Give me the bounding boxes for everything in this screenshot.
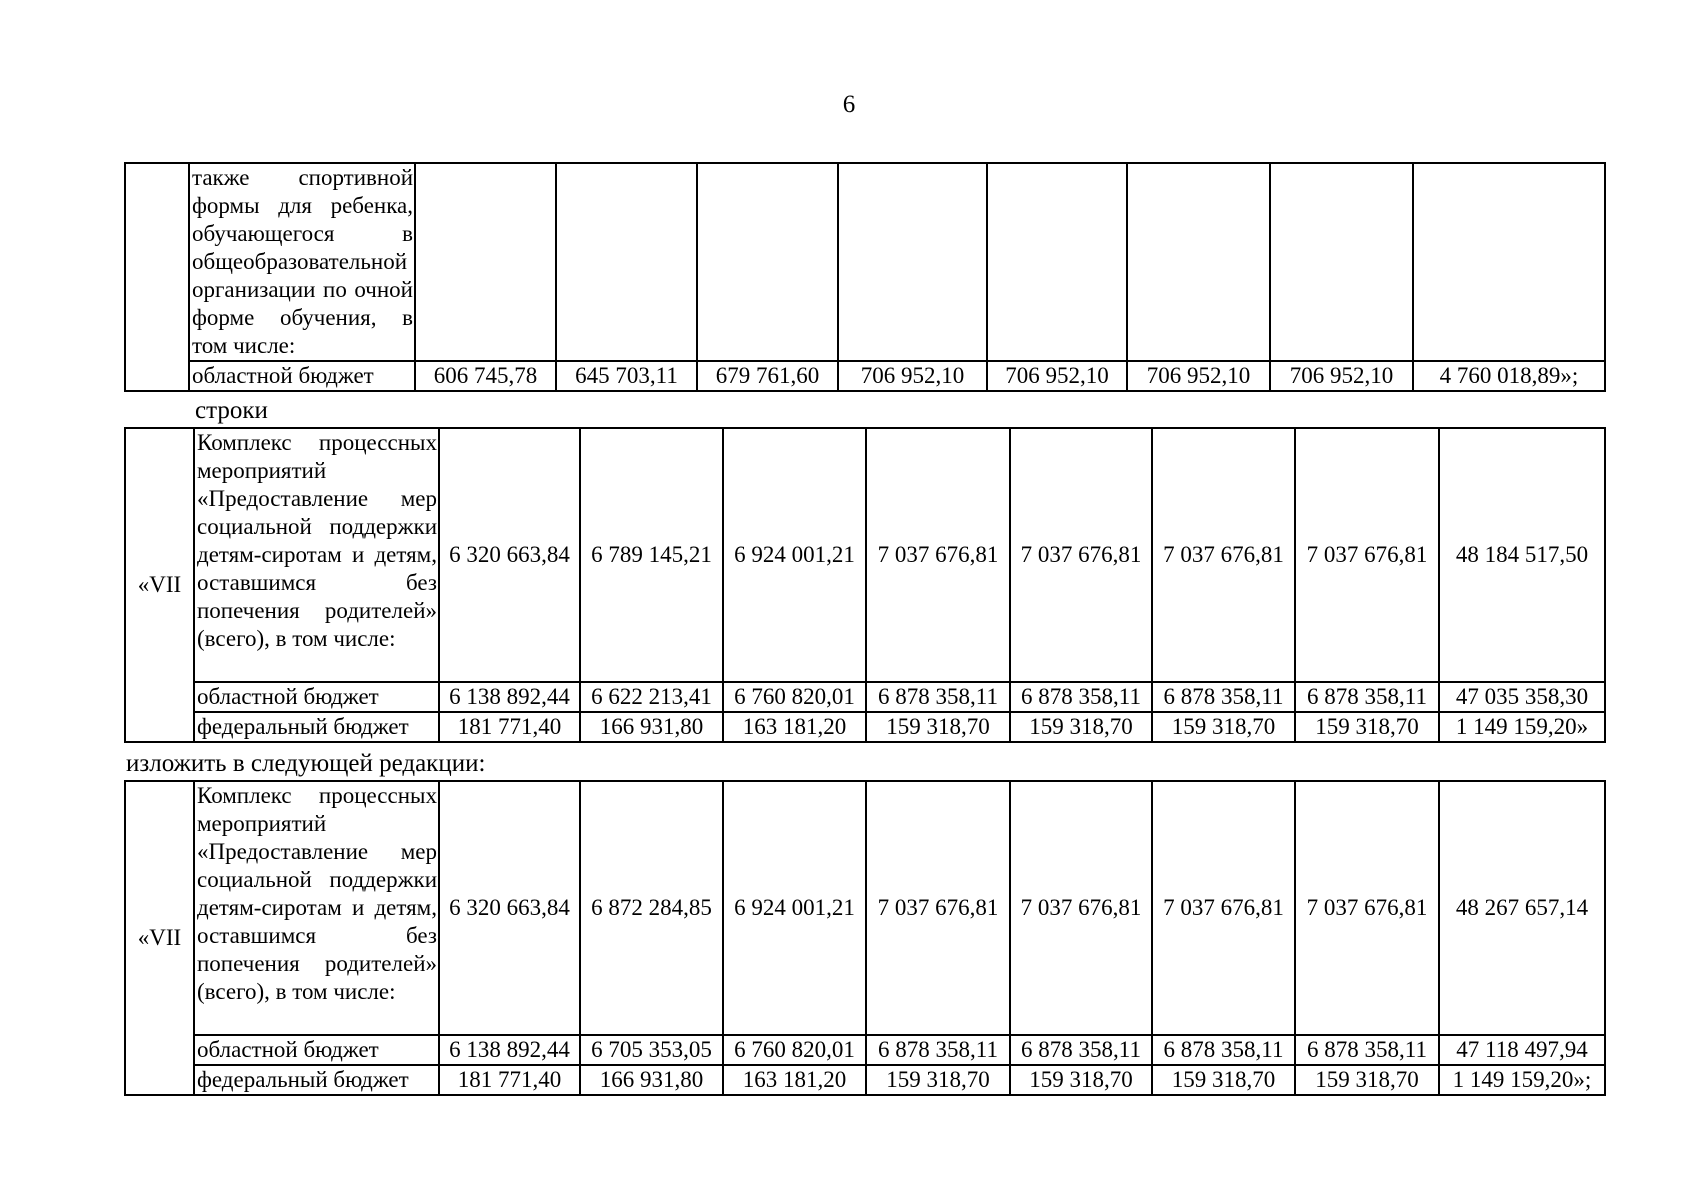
table-cell: 6 320 663,84 bbox=[439, 428, 580, 682]
table-cell: 7 037 676,81 bbox=[1152, 781, 1295, 1035]
table-cell: 163 181,20 bbox=[723, 1065, 866, 1095]
table-cell: 7 037 676,81 bbox=[1010, 781, 1152, 1035]
table-cell: 6 789 145,21 bbox=[580, 428, 723, 682]
table-cell: 7 037 676,81 bbox=[1295, 781, 1439, 1035]
table-cell: 4 760 018,89»; bbox=[1413, 361, 1605, 391]
table-row bbox=[125, 163, 1605, 361]
table-cell: 6 138 892,44 bbox=[439, 682, 580, 712]
table-cell: 6 760 820,01 bbox=[723, 682, 866, 712]
table-row bbox=[125, 1035, 1605, 1065]
funding-label: федеральный бюджет bbox=[194, 712, 439, 742]
table-cell: 6 878 358,11 bbox=[866, 1035, 1010, 1065]
table-cell bbox=[1127, 163, 1270, 361]
table-cell bbox=[697, 163, 838, 361]
table-cell: 6 878 358,11 bbox=[866, 682, 1010, 712]
table-cell: 159 318,70 bbox=[866, 1065, 1010, 1095]
budget-table-continued bbox=[124, 162, 1606, 392]
label-lines: строки bbox=[195, 397, 268, 424]
table-cell: 1 149 159,20»; bbox=[1439, 1065, 1605, 1095]
table-cell bbox=[1270, 163, 1413, 361]
budget-table-new bbox=[124, 780, 1606, 1096]
table-cell: 6 760 820,01 bbox=[723, 1035, 866, 1065]
table-cell: 48 267 657,14 bbox=[1439, 781, 1605, 1035]
funding-label: областной бюджет bbox=[194, 682, 439, 712]
table-cell: 6 878 358,11 bbox=[1152, 1035, 1295, 1065]
funding-label: федеральный бюджет bbox=[194, 1065, 439, 1095]
table-cell: 679 761,60 bbox=[697, 361, 838, 391]
table-row bbox=[125, 428, 1605, 682]
table-cell: 6 320 663,84 bbox=[439, 781, 580, 1035]
table-cell: 6 138 892,44 bbox=[439, 1035, 580, 1065]
row-description: Комплекс процессных мероприятий «Предоставление мер социальной поддержки детям-сиротам и детям, оставшимся без попечения родителей» (всего), в том числе: bbox=[194, 428, 439, 682]
section-cell bbox=[125, 163, 189, 391]
table-cell: 166 931,80 bbox=[580, 1065, 723, 1095]
table-cell: 706 952,10 bbox=[1270, 361, 1413, 391]
table-cell: 706 952,10 bbox=[1127, 361, 1270, 391]
table-cell: 6 878 358,11 bbox=[1152, 682, 1295, 712]
table-cell: 7 037 676,81 bbox=[866, 781, 1010, 1035]
table-cell: 181 771,40 bbox=[439, 712, 580, 742]
table-cell: 7 037 676,81 bbox=[1295, 428, 1439, 682]
table-cell: 6 924 001,21 bbox=[723, 428, 866, 682]
table-cell: 6 705 353,05 bbox=[580, 1035, 723, 1065]
table-cell: 159 318,70 bbox=[1295, 1065, 1439, 1095]
table-cell: 159 318,70 bbox=[866, 712, 1010, 742]
table-cell: 1 149 159,20» bbox=[1439, 712, 1605, 742]
funding-label: областной бюджет bbox=[189, 361, 415, 391]
table-cell: 159 318,70 bbox=[1010, 712, 1152, 742]
table-row bbox=[125, 781, 1605, 1035]
label-new-edition: изложить в следующей редакции: bbox=[126, 750, 486, 777]
budget-table-old bbox=[124, 427, 1606, 743]
table-cell: 47 035 358,30 bbox=[1439, 682, 1605, 712]
table-cell: 163 181,20 bbox=[723, 712, 866, 742]
table-cell bbox=[556, 163, 697, 361]
table-row bbox=[125, 361, 1605, 391]
page-number: 6 bbox=[842, 91, 856, 118]
table-cell bbox=[415, 163, 556, 361]
table-cell: 166 931,80 bbox=[580, 712, 723, 742]
table-cell: 48 184 517,50 bbox=[1439, 428, 1605, 682]
table-row bbox=[125, 712, 1605, 742]
table-cell: 6 622 213,41 bbox=[580, 682, 723, 712]
section-number: «VII bbox=[125, 428, 194, 742]
table-cell: 6 878 358,11 bbox=[1295, 1035, 1439, 1065]
table-cell: 645 703,11 bbox=[556, 361, 697, 391]
table-cell: 6 872 284,85 bbox=[580, 781, 723, 1035]
table-cell: 606 745,78 bbox=[415, 361, 556, 391]
table-cell: 181 771,40 bbox=[439, 1065, 580, 1095]
table-cell: 159 318,70 bbox=[1295, 712, 1439, 742]
table-cell: 706 952,10 bbox=[838, 361, 987, 391]
table-cell: 47 118 497,94 bbox=[1439, 1035, 1605, 1065]
section-number: «VII bbox=[125, 781, 194, 1095]
table-row bbox=[125, 682, 1605, 712]
table-row bbox=[125, 1065, 1605, 1095]
row-description: также спортивной формы для ребенка, обучающегося в общеобразовательной организации по очной форме обучения, в том числе: bbox=[189, 163, 415, 361]
table-cell: 706 952,10 bbox=[987, 361, 1127, 391]
table-cell: 6 878 358,11 bbox=[1010, 682, 1152, 712]
table-cell: 6 878 358,11 bbox=[1295, 682, 1439, 712]
table-cell: 159 318,70 bbox=[1010, 1065, 1152, 1095]
table-cell: 6 878 358,11 bbox=[1010, 1035, 1152, 1065]
table-cell: 7 037 676,81 bbox=[1152, 428, 1295, 682]
funding-label: областной бюджет bbox=[194, 1035, 439, 1065]
table-cell: 7 037 676,81 bbox=[866, 428, 1010, 682]
table-cell bbox=[1413, 163, 1605, 361]
table-cell: 6 924 001,21 bbox=[723, 781, 866, 1035]
table-cell: 7 037 676,81 bbox=[1010, 428, 1152, 682]
table-cell bbox=[838, 163, 987, 361]
row-description: Комплекс процессных мероприятий «Предоставление мер социальной поддержки детям-сиротам и детям, оставшимся без попечения родителей» (всего), в том числе: bbox=[194, 781, 439, 1035]
table-cell: 159 318,70 bbox=[1152, 1065, 1295, 1095]
table-cell bbox=[987, 163, 1127, 361]
table-cell: 159 318,70 bbox=[1152, 712, 1295, 742]
